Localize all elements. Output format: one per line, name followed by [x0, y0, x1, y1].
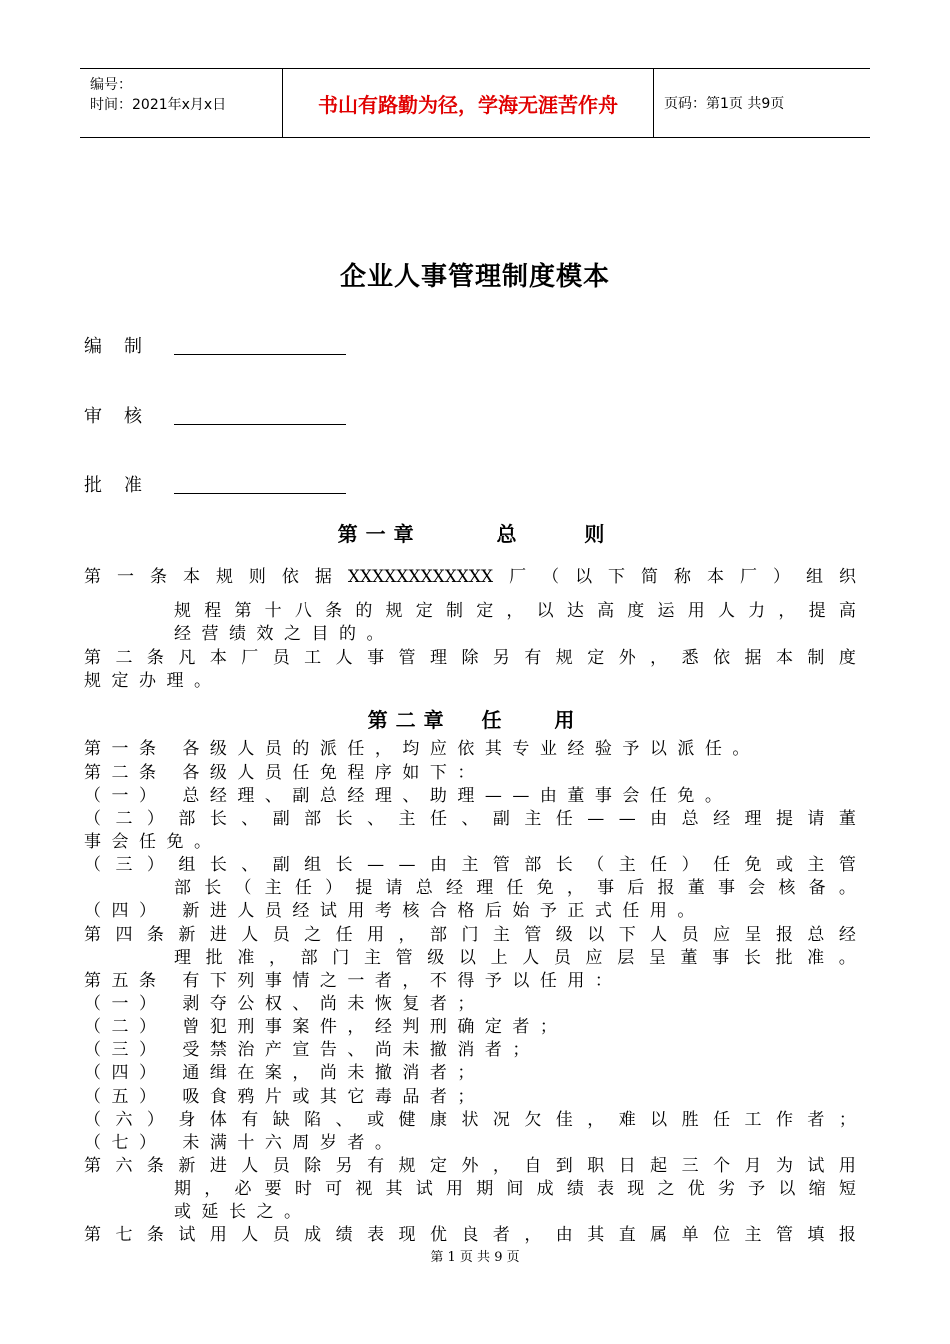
body-line: 部 长 （ 主 任 ） 提 请 总 经 理 任 免 ， 事 后 报 董 事 会 核 备 。: [174, 878, 856, 898]
signature-row-compile: [84, 332, 174, 358]
body-line: 第 二 条 凡 本 厂 员 工 人 事 管 理 除 另 有 规 定 外 ， 悉 依 据 本 制 度: [84, 648, 856, 668]
header-meta: [80, 69, 282, 137]
body-line: 第 六 条 新 进 人 员 除 另 有 规 定 外 ， 自 到 职 日 起 三 个 月 为 试 用: [84, 1156, 856, 1176]
signature-line: [174, 354, 346, 355]
body-line: 规 程 第 十 八 条 的 规 定 制 定 ， 以 达 高 度 运 用 人 力 ， 提 高: [174, 601, 856, 621]
body-line: （二） 曾犯刑事案件，经判刑确定者；: [84, 1017, 568, 1037]
document-title: 企业人事管理制度模本: [339, 262, 610, 292]
body-line: （一） 剥夺公权、尚未恢复者；: [84, 994, 485, 1014]
body-line: 第 七 条 试 用 人 员 成 绩 表 现 优 良 者 ， 由 其 直 属 单 位 主 管 填 报: [84, 1225, 856, 1245]
signature-line: [174, 424, 346, 425]
signature-row-review: [84, 402, 174, 428]
body-line: 经营绩效之目的。: [174, 624, 394, 644]
signature-label: 批准: [84, 475, 164, 496]
body-line: （三） 受禁治产宣告、尚未撤消者；: [84, 1040, 540, 1060]
body-line: 期 ， 必 要 时 可 视 其 试 用 期 间 成 绩 表 现 之 优 劣 予 以 缩 短: [174, 1179, 856, 1199]
body-line: （四） 通缉在案，尚未撤消者；: [84, 1063, 485, 1083]
body-line: 或延长之。: [174, 1202, 312, 1222]
body-line: 第五条 有下列事情之一者，不得予以任用：: [84, 971, 623, 991]
body-line: 第 四 条 新 进 人 员 之 任 用 ， 部 门 主 管 级 以 下 人 员 应 呈 报 总 经: [84, 925, 856, 945]
body-line: 理 批 准 ， 部 门 主 管 级 以 上 人 员 应 层 呈 董 事 长 批 准 。: [174, 948, 856, 968]
body-line: 规定办理。: [84, 671, 222, 691]
body-line: （七） 未满十六周岁者。: [84, 1133, 403, 1153]
page-footer: 第 1 页 共 9 页: [430, 1250, 520, 1265]
body-line: 第 一 条 本 规 则 依 据 XXXXXXXXXXXX 厂 （ 以 下 简 称 本 厂 ） 组 织: [84, 567, 856, 587]
body-line: （ 二 ） 部 长 、 副 部 长 、 主 任 、 副 主 任 — — 由 总 经 理 提 请 董: [84, 809, 856, 829]
body-line: （一） 总经理、副总经理、助理——由董事会任免。: [84, 786, 733, 806]
chapter-1-heading: 第一章 总 则: [337, 522, 613, 546]
body-line: 第一条 各级人员的派任，均应依其专业经验予以派任。: [84, 739, 760, 759]
body-line: 第二条 各级人员任免程序如下：: [84, 763, 485, 783]
page-header: [80, 68, 870, 138]
body-line: （ 三 ） 组 长 、 副 组 长 — — 由 主 管 部 长 （ 主 任 ） 任 免 或 主 管: [84, 855, 856, 875]
body-line: （五） 吸食鸦片或其它毒品者；: [84, 1087, 485, 1107]
signature-line: [174, 493, 346, 494]
signature-label: 编制: [84, 336, 164, 357]
chapter-2-heading: 第二章 任 用: [367, 708, 583, 732]
document-number-label: 编号：: [90, 77, 132, 93]
header-motto: 书山有路勤为径，学海无涯苦作舟: [282, 69, 654, 137]
body-line: （ 六 ） 身 体 有 缺 陷 、 或 健 康 状 况 欠 佳 ， 难 以 胜 任 工 作 者 ；: [84, 1110, 856, 1130]
signature-label: 审核: [84, 406, 164, 427]
document-date-label: 时间：2021年x月x日: [90, 97, 227, 113]
body-line: 事会任免。: [84, 832, 222, 852]
signature-row-approve: [84, 471, 174, 497]
body-line: （四） 新进人员经试用考核合格后始予正式任用。: [84, 901, 705, 921]
header-page-info: 页码：第1页 共9页: [664, 96, 785, 112]
